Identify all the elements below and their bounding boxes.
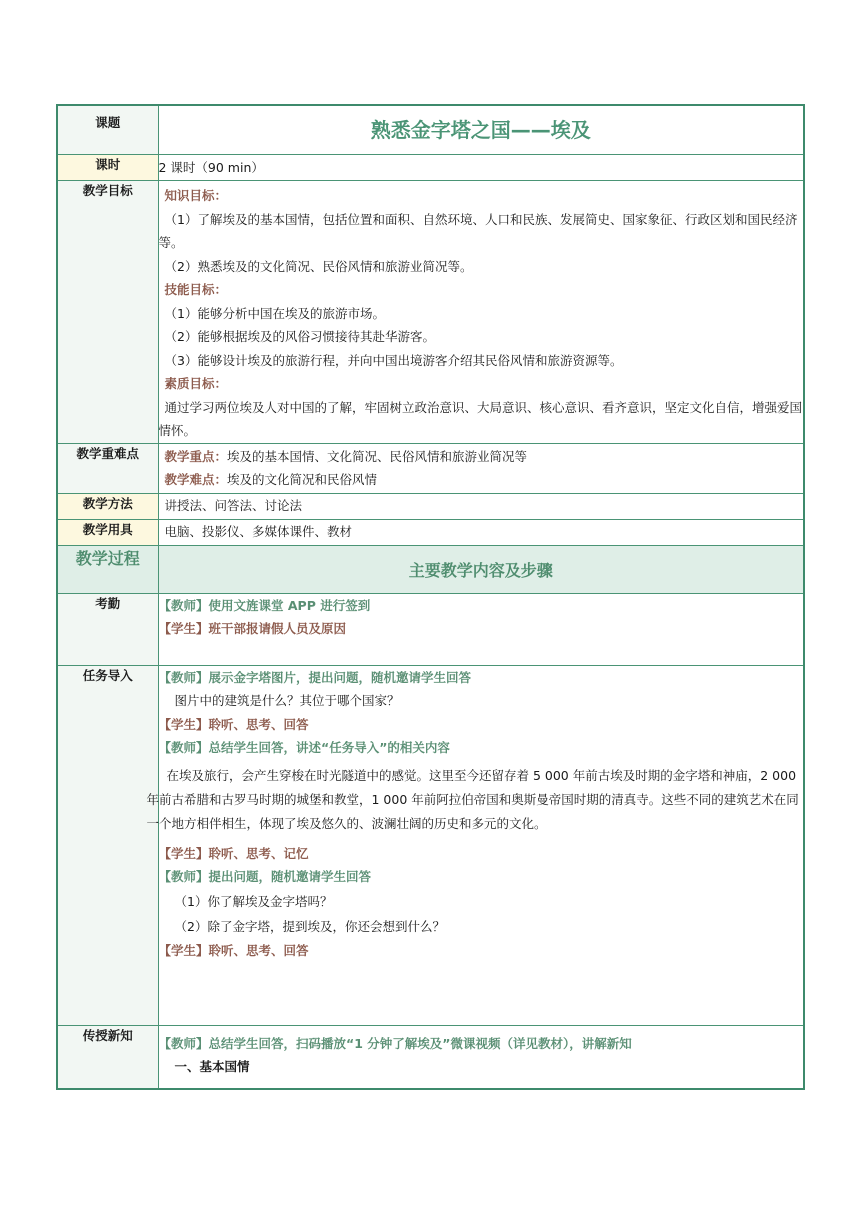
page-title: 熟悉金字塔之国——埃及	[158, 105, 804, 155]
row-method	[57, 493, 804, 519]
attendance-content	[158, 593, 804, 665]
attendance-label: 考勤	[57, 593, 158, 665]
student-step: 【学生】聆听、思考、回答	[158, 942, 309, 958]
row-intro	[57, 665, 804, 1025]
skill-item: （1）能够分析中国在埃及的旅游市场。	[164, 305, 385, 321]
lesson-plan-table	[56, 104, 805, 1090]
intro-label: 任务导入	[57, 665, 158, 1025]
teacher-step: 【教师】展示金字塔图片，提出问题，随机邀请学生回答	[158, 669, 472, 685]
teacher-step: 【教师】总结学生回答，扫码播放“1 分钟了解埃及”微课视频（详见教材），讲解新知	[158, 1035, 632, 1051]
row-process-head	[57, 545, 804, 593]
goals-label: 教学目标	[57, 181, 158, 444]
knowledge-item: （2）熟悉埃及的文化简况、民俗风情和旅游业简况等。	[164, 258, 473, 274]
focus-text: 埃及的基本国情、文化简况、民俗风情和旅游业简况等	[227, 448, 528, 464]
question-text: 图片中的建筑是什么？其位于哪个国家？	[174, 693, 400, 708]
row-tools	[57, 519, 804, 545]
quality-heading: 素质目标：	[164, 376, 228, 391]
tools-value: 电脑、投影仪、多媒体课件、教材	[158, 519, 804, 545]
method-label: 教学方法	[57, 493, 158, 519]
teacher-step: 【教师】总结学生回答，讲述“任务导入”的相关内容	[158, 740, 450, 755]
tools-label: 教学用具	[57, 519, 158, 545]
skill-item: （2）能够根据埃及的风俗习惯接待其赴华游客。	[164, 329, 435, 344]
question-text: （1）你了解埃及金字塔吗？	[174, 893, 333, 909]
process-title: 主要教学内容及步骤	[158, 545, 804, 593]
student-step: 【学生】聆听、思考、回答	[158, 716, 309, 732]
question-text: （2）除了金字塔，提到埃及，你还会想到什么？	[174, 918, 445, 934]
topic-label: 课题	[57, 105, 158, 155]
new-knowledge-label: 传授新知	[57, 1025, 158, 1089]
knowledge-heading: 知识目标：	[164, 188, 228, 203]
difficulty-text: 埃及的文化简况和民俗风情	[227, 472, 378, 487]
row-hours	[57, 155, 804, 181]
student-step: 【学生】班干部报请假人员及原因	[158, 621, 347, 636]
goals-content	[158, 181, 804, 444]
process-label: 教学过程	[57, 545, 158, 593]
section-heading: 一、基本国情	[174, 1059, 250, 1074]
row-goals	[57, 181, 804, 444]
row-key	[57, 443, 804, 493]
quality-text: 通过学习两位埃及人对中国的了解，牢固树立政治意识、大局意识、核心意识、看齐意识，坚定文化自信，增强爱国情怀。	[158, 399, 803, 438]
row-topic	[57, 105, 804, 155]
knowledge-item: （1）了解埃及的基本国情，包括位置和面积、自然环境、人口和民族、发展简史、国家象征、行政区划和国民经济等。	[158, 211, 798, 250]
student-step: 【学生】聆听、思考、记忆	[158, 845, 309, 861]
method-value: 讲授法、问答法、讨论法	[158, 493, 804, 519]
hours-label: 课时	[57, 155, 158, 181]
difficulty-label: 教学难点：	[164, 472, 228, 487]
row-new-knowledge	[57, 1025, 804, 1089]
skill-item: （3）能够设计埃及的旅游行程，并向中国出境游客介绍其民俗风情和旅游资源等。	[164, 352, 623, 368]
intro-paragraph: 在埃及旅行，会产生穿梭在时光隧道中的感觉。这里至今还留存着 5 000 年前古埃及时期的金字塔和神庙，2 000 年前古希腊和古罗马时期的城堡和教堂，1 000 年前阿拉伯帝国和奥斯曼帝国时期的清真寺。这些不同的建筑艺术在同一个地方相伴相生，体现了埃及悠久的、波澜壮阔的历史和多元的文化。	[146, 767, 799, 831]
focus-label: 教学重点：	[164, 448, 228, 464]
lesson-plan-sheet	[56, 104, 803, 1090]
teacher-step: 【教师】使用文旌课堂 APP 进行签到	[158, 597, 371, 613]
key-label: 教学重难点	[57, 443, 158, 493]
hours-value: 2 课时（90 min）	[158, 155, 804, 181]
skill-heading: 技能目标：	[164, 282, 228, 297]
intro-content	[146, 665, 804, 1025]
new-knowledge-content	[158, 1025, 804, 1089]
teacher-step: 【教师】提出问题，随机邀请学生回答	[158, 869, 372, 884]
key-content	[158, 443, 804, 493]
row-attendance	[57, 593, 804, 665]
